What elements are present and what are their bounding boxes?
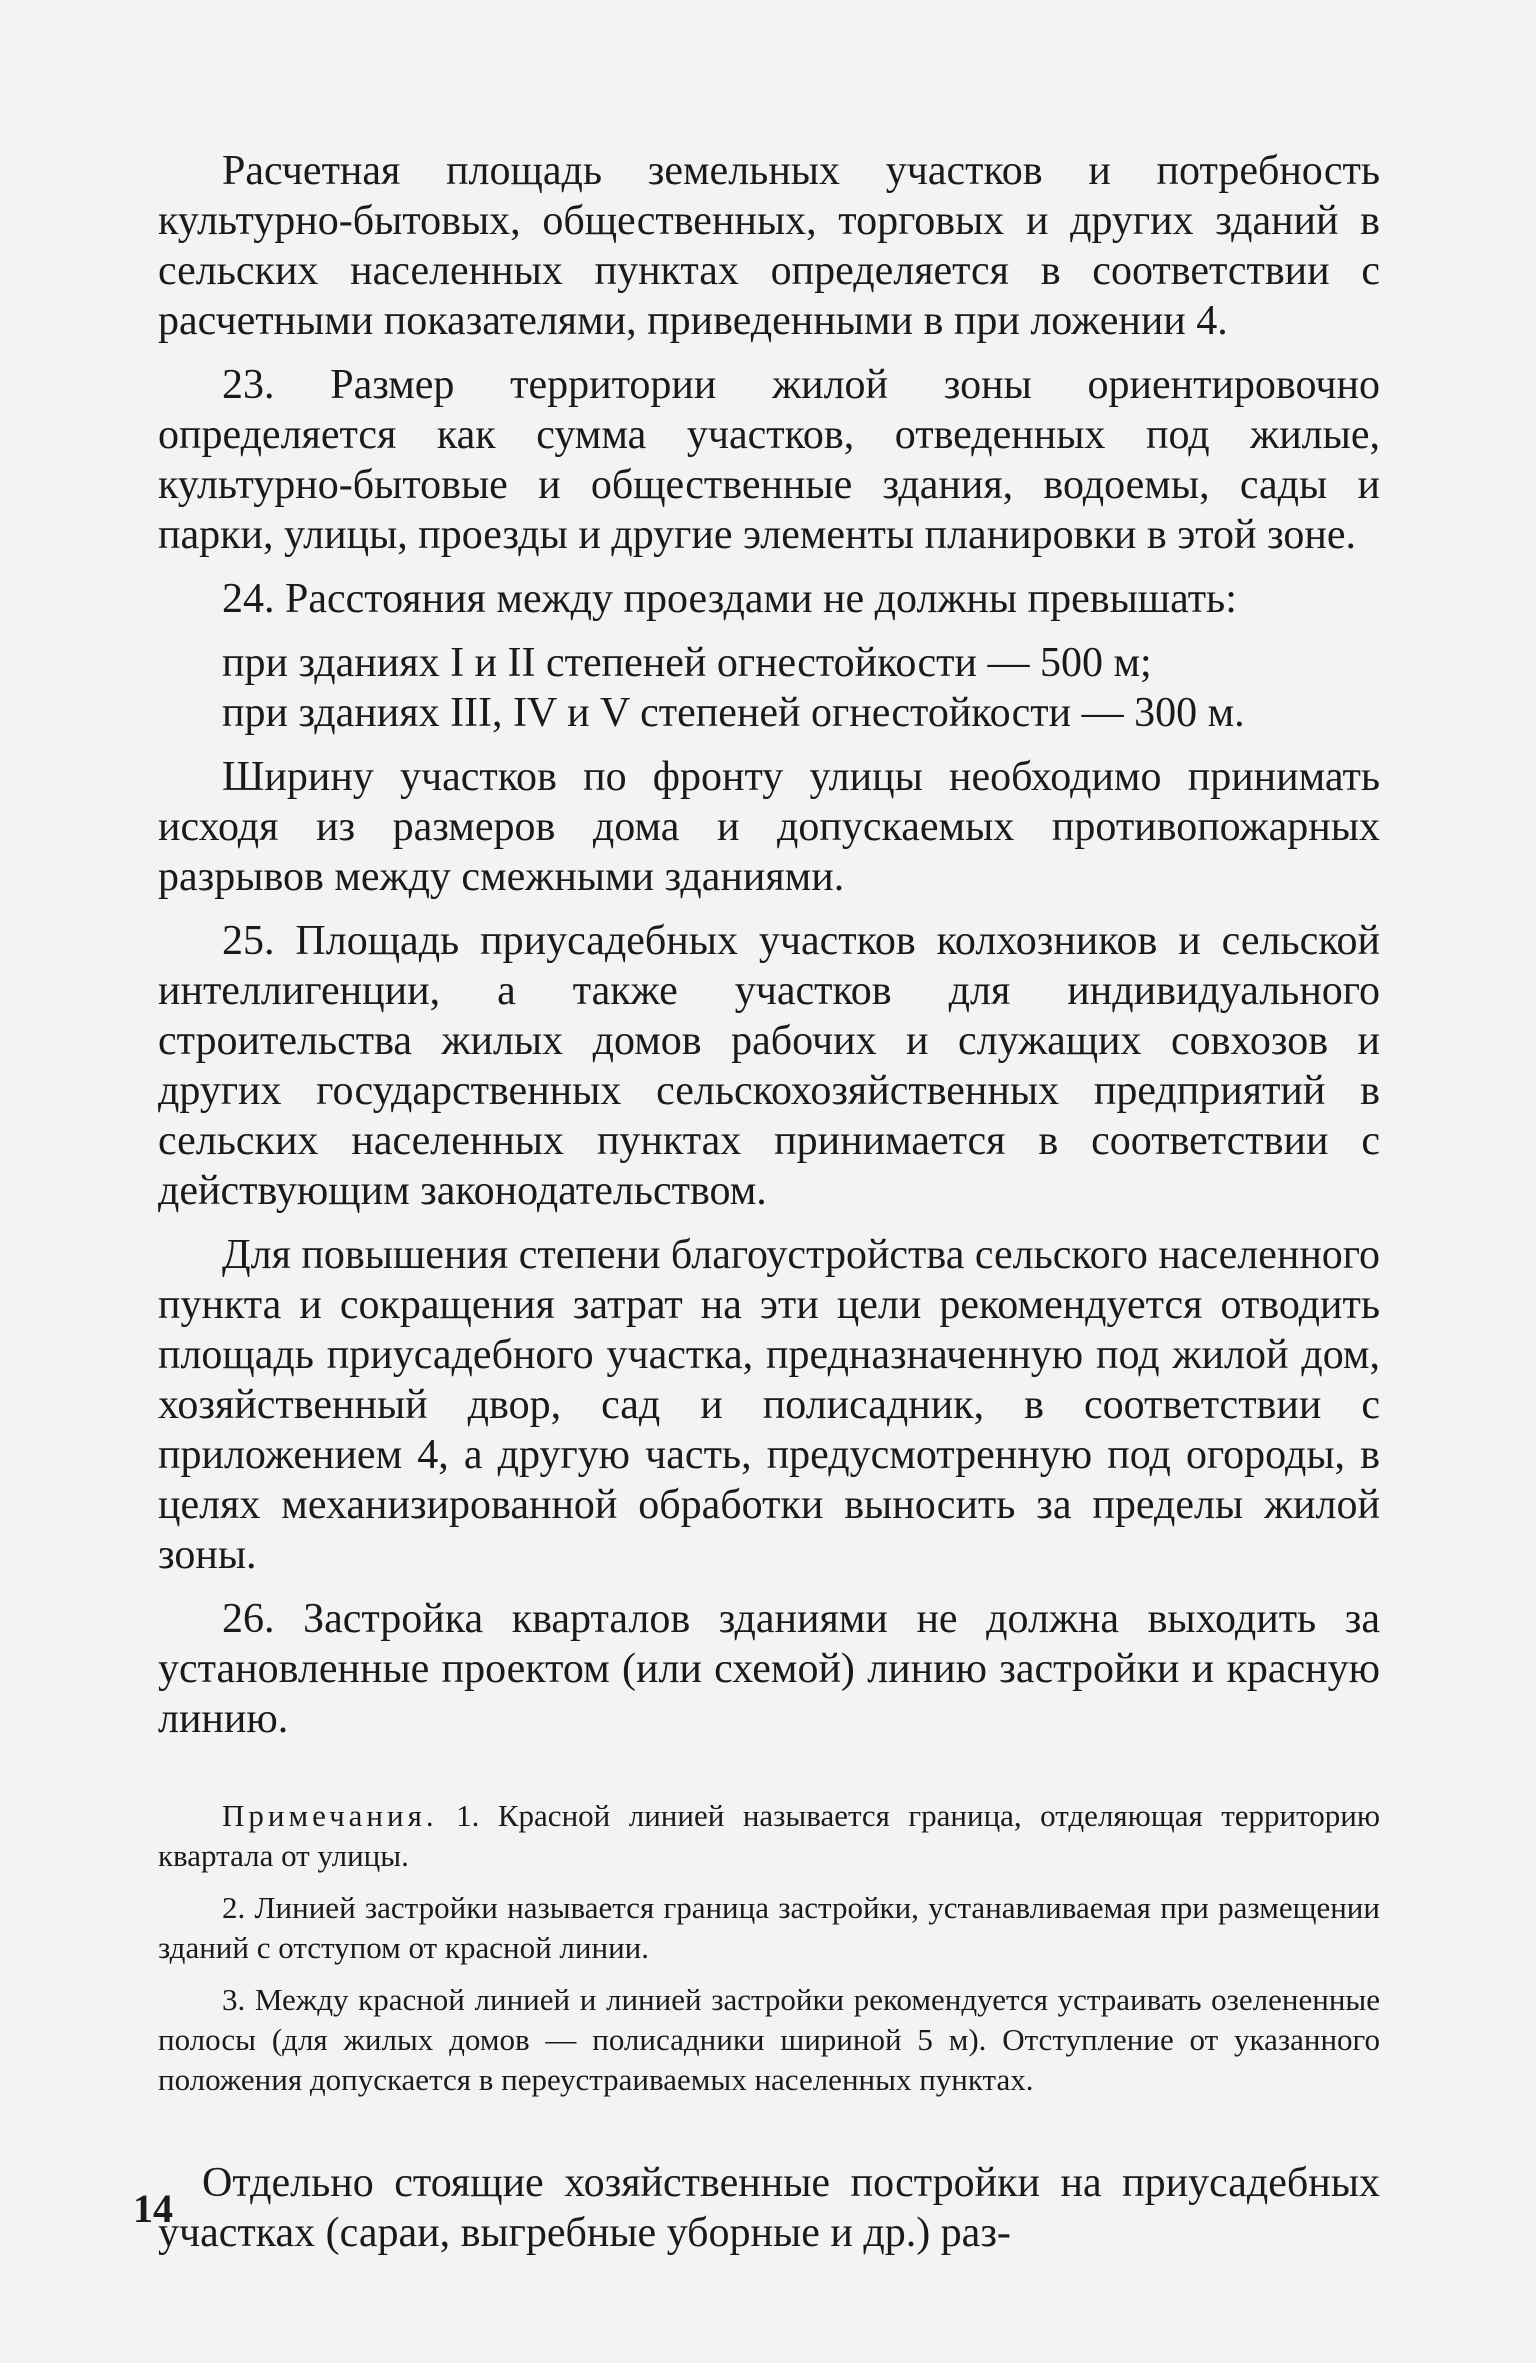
paragraph-improvement: Для повышения степени благоустройства сельского населенного пункта и сокращения затрат на эти цели рекомендуется отводить площадь приусадебного участка, предназначенную под жилой дом, хозяйственный двор, сад и полисадник, в соответствии с приложением 4, а другую часть, предусмотренную под огороды, в целях механизированной обработки выносить за пределы жилой зоны. (158, 1232, 1380, 1578)
paragraph-23: 23. Размер территории жилой зоны ориентировочно определяется как сумма участков, отведенных под жилые, культурно-бытовые и общественные здания, водоемы, сады и парки, улицы, проезды и другие элементы планировки в этой зоне. (158, 362, 1380, 558)
notes-block (158, 1796, 1380, 2100)
page-body (158, 146, 1380, 2258)
note-1 (158, 1796, 1380, 1876)
paragraph-area-calculation: Расчетная площадь земельных участков и потребность культурно-бытовых, общественных, торговых и других зданий в сельских населенных пунктах определяется в соответствии с расчетными показателями, приведенными в при ложении 4. (158, 148, 1380, 344)
page-number: 14 (133, 2186, 173, 2231)
paragraph-26: 26. Застройка кварталов зданиями не должна выходить за установленные проектом (или схемой) линию застройки и красную линию. (158, 1596, 1380, 1742)
note-1-text: 1. Красной линией называется граница, отделяющая территорию квартала от улицы. (158, 1798, 1381, 1873)
paragraph-24-item-2: при зданиях III, IV и V степеней огнестойкости — 300 м. (222, 690, 1245, 736)
paragraph-25: 25. Площадь приусадебных участков колхозников и сельской интеллигенции, а также участков для индивидуального строительства жилых домов рабочих и служащих совхозов и других государственных сельскохозяйственных предприятий в сельских населенных пунктах принимается в соответствии с действующим законодательством. (158, 918, 1380, 1214)
note-2: 2. Линией застройки называется граница застройки, устанавливаемая при размещении зданий с отступом от красной линии. (158, 1890, 1380, 1965)
paragraph-24-item-1: при зданиях I и II степеней огнестойкости — 500 м; (222, 640, 1152, 686)
paragraph-closing: Отдельно стоящие хозяйственные постройки на приусадебных участках (сараи, выгребные уборные и др.) раз- (158, 2160, 1380, 2256)
notes-heading: Примечания. (222, 1798, 438, 1833)
paragraph-24: 24. Расстояния между проездами не должны превышать: (222, 576, 1237, 622)
paragraph-lot-width: Ширину участков по фронту улицы необходимо принимать исходя из размеров дома и допускаемых противопожарных разрывов между смежными зданиями. (158, 754, 1380, 900)
note-3: 3. Между красной линией и линией застройки рекомендуется устраивать озелененные полосы (для жилых домов — полисадники шириной 5 м). Отступление от указанного положения допускается в переустраиваемых населенных пунктах. (158, 1982, 1380, 2097)
